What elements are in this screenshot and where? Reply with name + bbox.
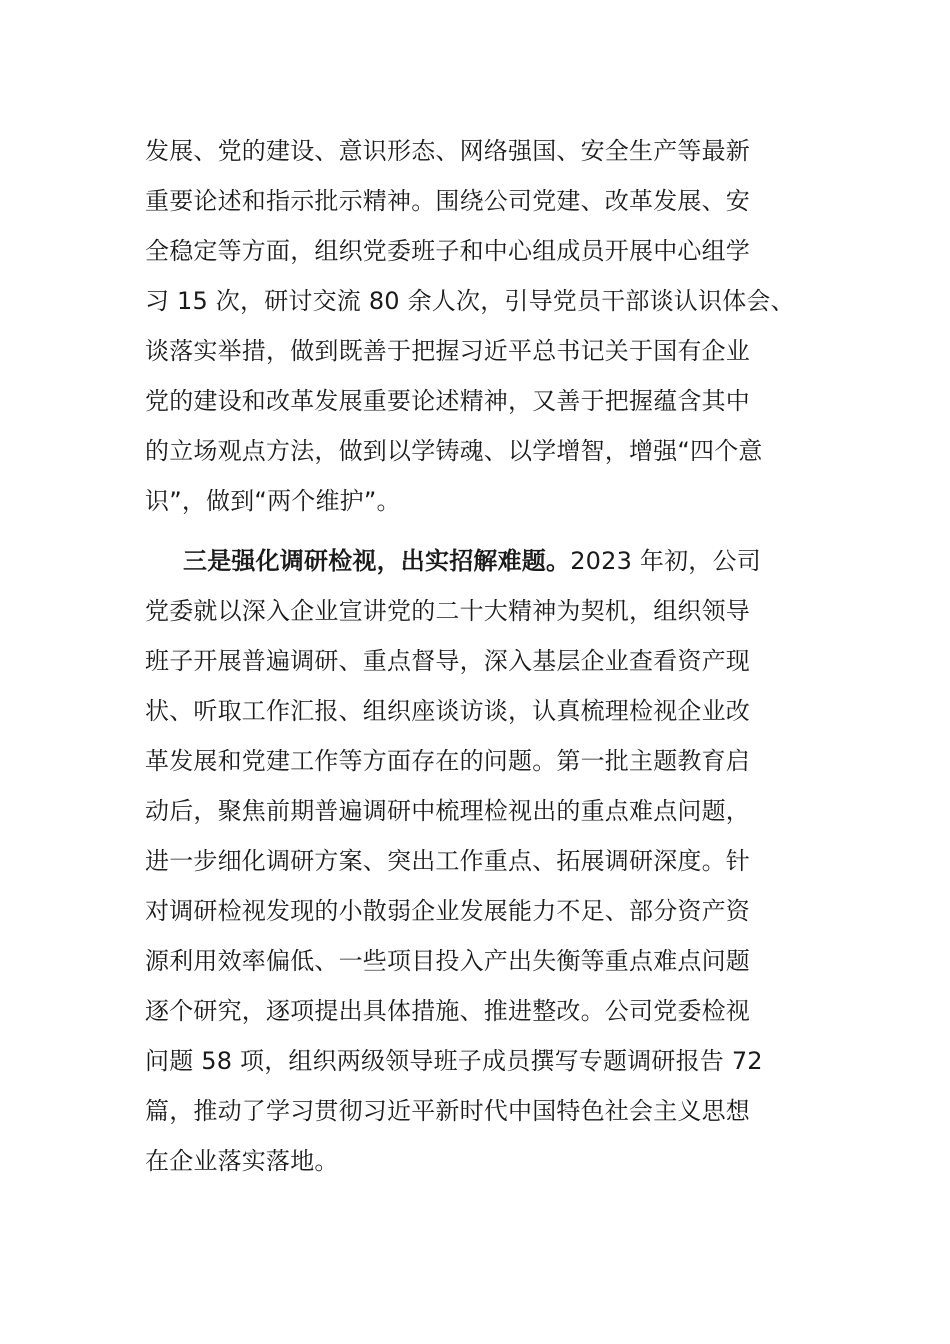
paragraph-heading: 三是强化调研检视，出实招解难题。	[183, 547, 571, 575]
body-text-line: 的立场观点方法，做到以学铸魂、以学增智，增强“四个意	[145, 437, 763, 465]
body-text-line: 问题 58 项，组织两级领导班子成员撰写专题调研报告 72	[145, 1047, 763, 1075]
body-text-line: 全稳定等方面，组织党委班子和中心组成员开展中心组学	[145, 237, 750, 265]
body-text-line: 党委就以深入企业宣讲党的二十大精神为契机，组织领导	[145, 597, 750, 625]
body-text-line: 逐个研究，逐项提出具体措施、推进整改。公司党委检视	[145, 997, 750, 1025]
body-text-line: 源利用效率偏低、一些项目投入产出失衡等重点难点问题	[145, 947, 750, 975]
body-text-line: 状、听取工作汇报、组织座谈访谈，认真梳理检视企业改	[145, 697, 750, 725]
body-text-line: 识”，做到“两个维护”。	[145, 487, 401, 515]
paragraph-first-line	[183, 536, 761, 586]
body-text-line: 重要论述和指示批示精神。围绕公司党建、改革发展、安	[145, 187, 750, 215]
body-text-line: 革发展和党建工作等方面存在的问题。第一批主题教育启	[145, 747, 750, 775]
paragraph-first-line-text: 2023 年初，公司	[570, 547, 761, 575]
body-text-line: 篇，推动了学习贯彻习近平新时代中国特色社会主义思想	[145, 1097, 750, 1125]
body-text-line: 党的建设和改革发展重要论述精神，又善于把握蕴含其中	[145, 387, 750, 415]
body-text-line: 对调研检视发现的小散弱企业发展能力不足、部分资产资	[145, 897, 750, 925]
body-text-line: 谈落实举措，做到既善于把握习近平总书记关于国有企业	[145, 337, 750, 365]
body-text-line: 进一步细化调研方案、突出工作重点、拓展调研深度。针	[145, 847, 750, 875]
body-text-line: 习 15 次，研讨交流 80 余人次，引导党员干部谈认识体会、	[145, 287, 795, 315]
body-text-line: 班子开展普遍调研、重点督导，深入基层企业查看资产现	[145, 647, 750, 675]
body-text-line: 在企业落实落地。	[145, 1147, 339, 1175]
body-text-line: 动后，聚焦前期普遍调研中梳理检视出的重点难点问题，	[145, 797, 750, 825]
body-text-line: 发展、党的建设、意识形态、网络强国、安全生产等最新	[145, 137, 750, 165]
